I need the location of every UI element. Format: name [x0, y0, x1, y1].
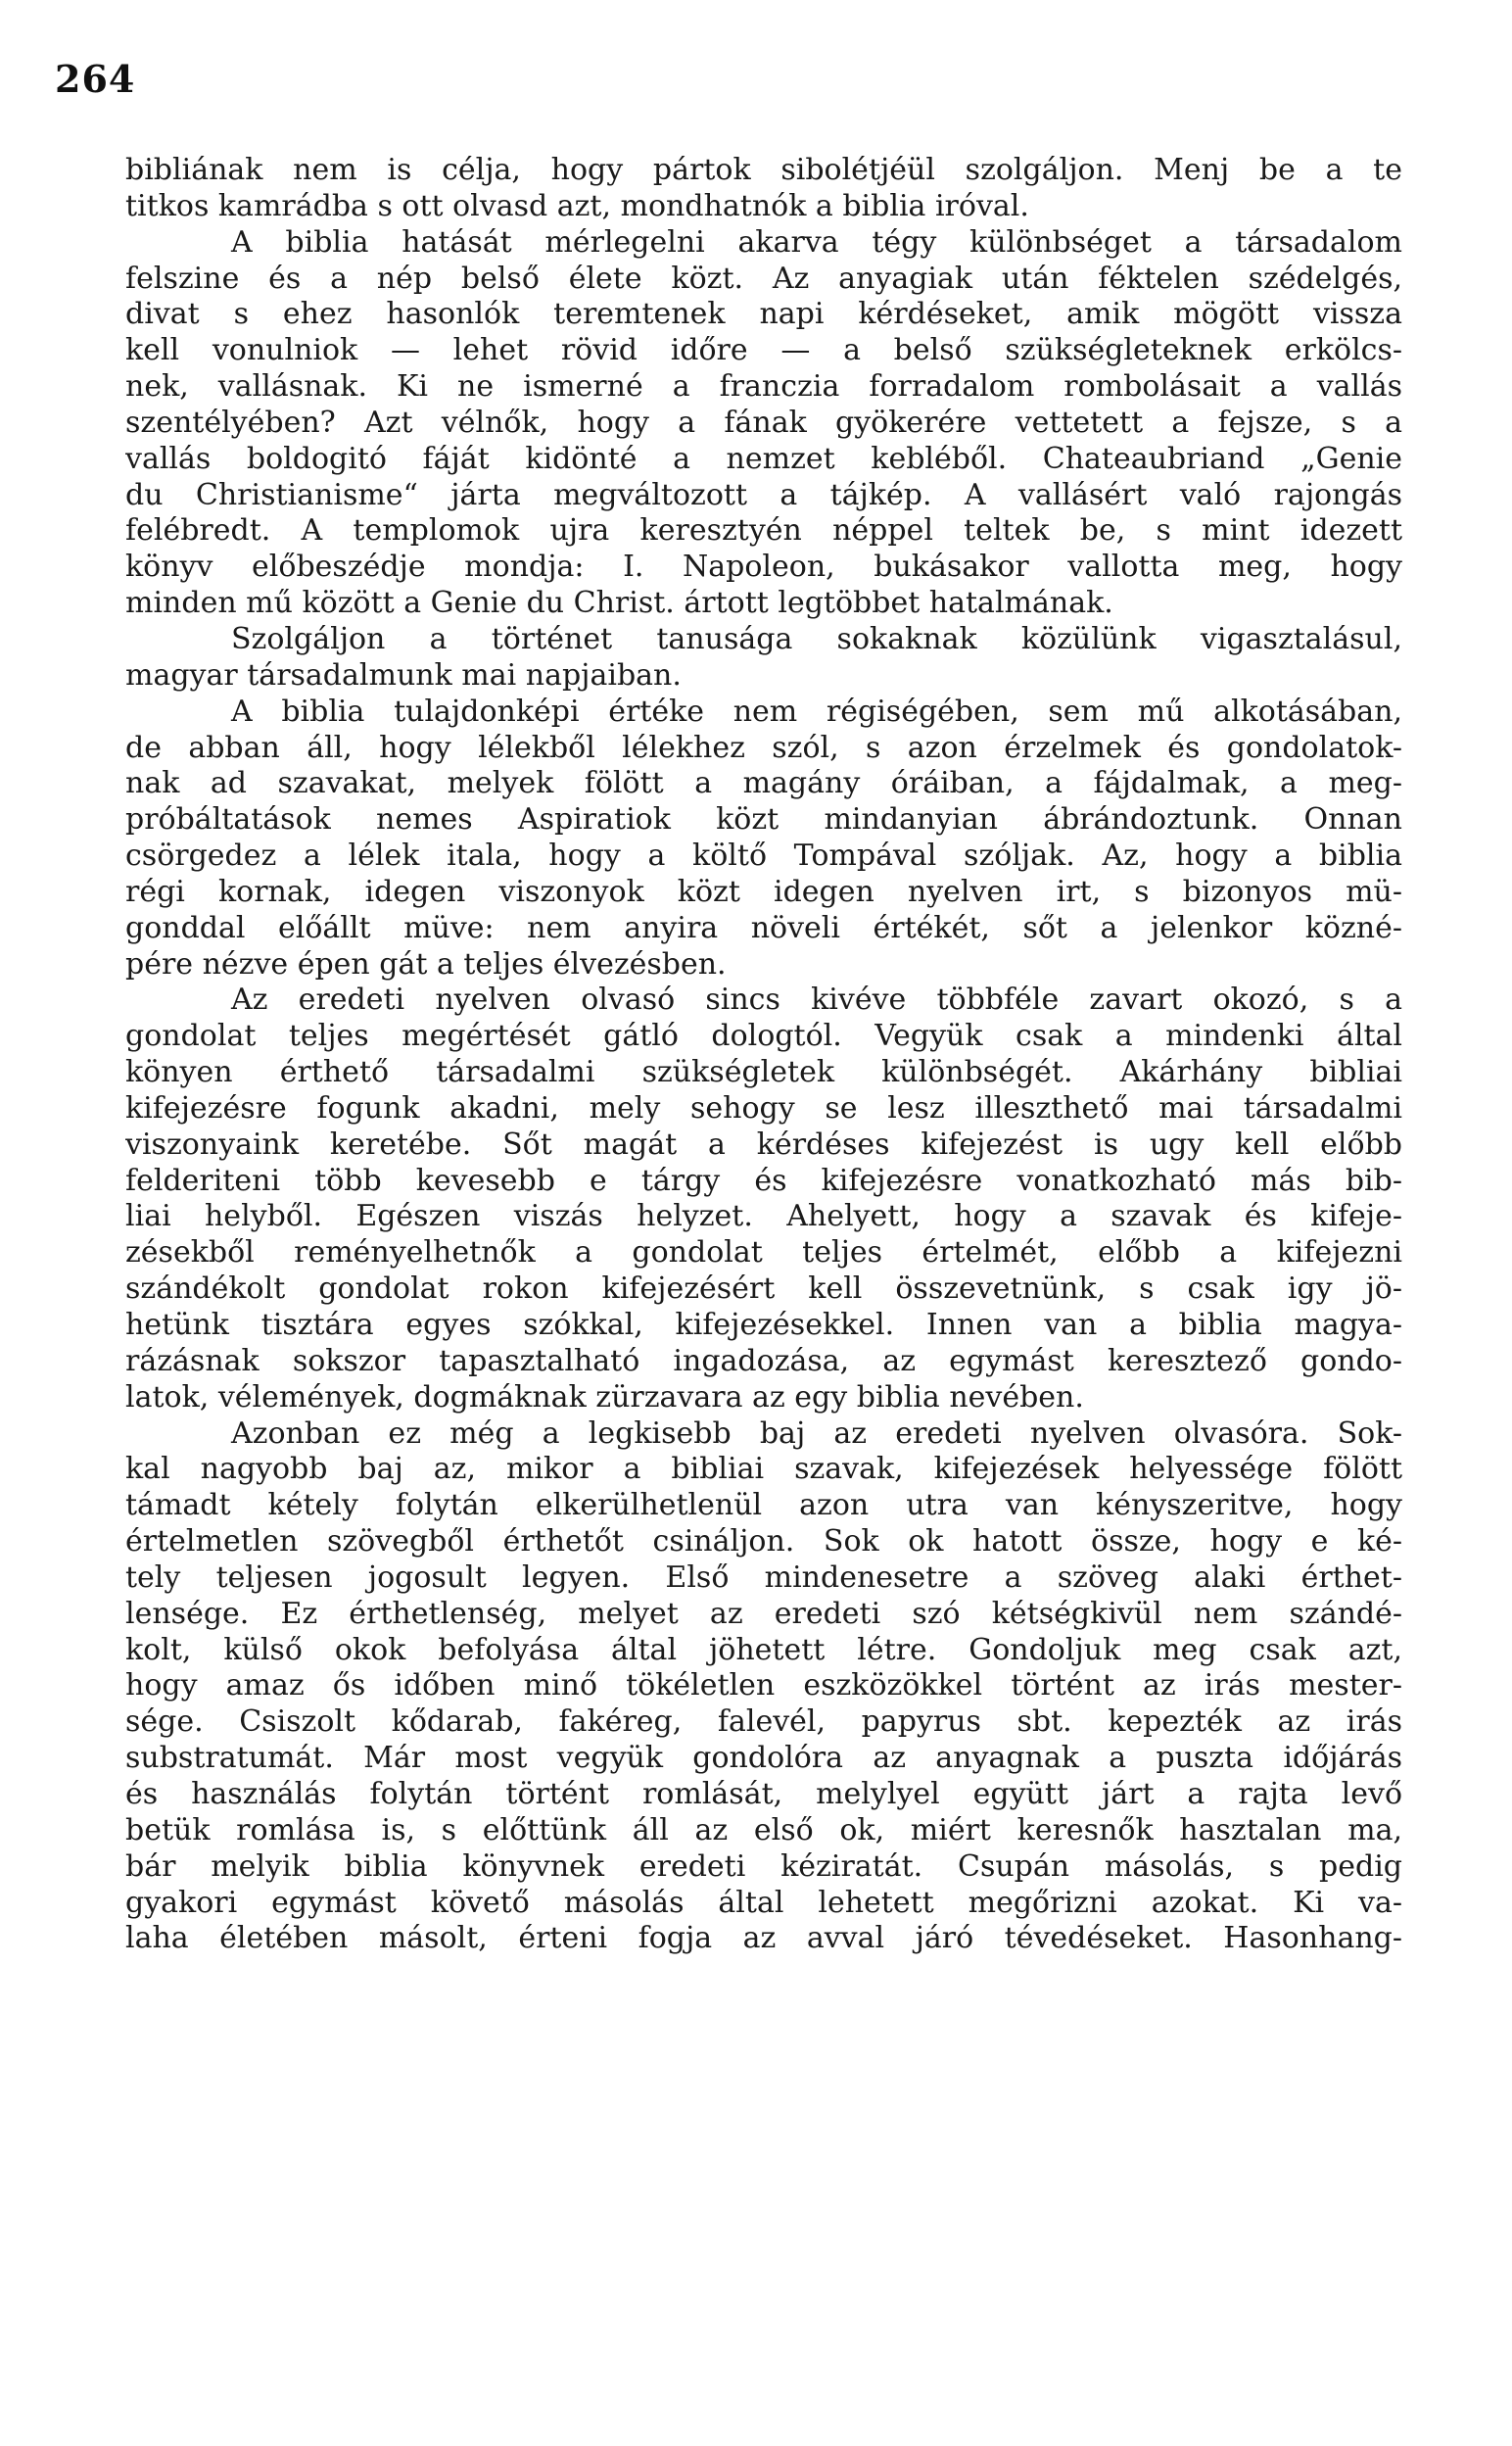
text-line: lensége. Ez érthetlenség, melyet az eredeti szó kétségkivül nem szándé-	[125, 1596, 1402, 1631]
page-number: 264	[55, 57, 136, 101]
text-line: magyar társadalmunk mai napjaiban.	[125, 657, 682, 693]
text-line: de abban áll, hogy lélekből lélekhez szól, s azon érzelmek és gondolatok-	[125, 730, 1402, 765]
text-line: kell vonulniok — lehet rövid időre — a belső szükségleteknek erkölcs-	[125, 333, 1402, 368]
text-line: próbáltatások nemes Aspiratiok közt mindanyian ábrándoztunk. Onnan	[125, 802, 1402, 838]
text-line: latok, vélemények, dogmáknak zürzavara az egy biblia nevében.	[125, 1379, 1084, 1415]
text-line: Szolgáljon a történet tanusága sokaknak közülünk vigasztalásul,	[231, 621, 1402, 656]
text-line: kolt, külső okok befolyása által jöhetett létre. Gondoljuk meg csak azt,	[125, 1632, 1402, 1667]
text-line: minden mű között a Genie du Christ. ártott legtöbbet hatalmának.	[125, 586, 1113, 621]
text-line: bár melyik biblia könyvnek eredeti kéziratát. Csupán másolás, s pedig	[125, 1848, 1402, 1884]
text-line: vallás boldogitó fáját kidönté a nemzet kebléből. Chateaubriand „Genie	[125, 441, 1402, 476]
text-line: könyen érthető társadalmi szükségletek különbségét. Akárhány bibliai	[125, 1055, 1402, 1090]
text-line: viszonyaink keretébe. Sőt magát a kérdéses kifejezést is ugy kell előbb	[125, 1127, 1402, 1162]
text-line: divat s ehez hasonlók teremtenek napi kérdéseket, amik mögött vissza	[125, 297, 1402, 332]
text-line: liai helyből. Egészen viszás helyzet. Ahelyett, hogy a szavak és kifeje-	[125, 1199, 1402, 1234]
text-line: A biblia tulajdonképi értéke nem régiségében, sem mű alkotásában,	[231, 694, 1402, 729]
text-line: értelmetlen szövegből érthetőt csináljon. Sok ok hatott össze, hogy e ké-	[125, 1524, 1402, 1559]
text-line: bibliának nem is célja, hogy pártok sibolétjéül szolgáljon. Menj be a te	[125, 153, 1402, 187]
text-line: tely teljesen jogosult legyen. Első mindenesetre a szöveg alaki érthet-	[125, 1559, 1402, 1595]
text-line: nek, vallásnak. Ki ne ismerné a franczia forradalom rombolásait a vallás	[125, 369, 1402, 405]
text-line: gondolat teljes megértését gátló dologtól. Vegyük csak a mindenki által	[125, 1019, 1402, 1054]
text-line: kal nagyobb baj az, mikor a bibliai szavak, kifejezések helyessége fölött	[125, 1452, 1402, 1487]
text-line: hetünk tisztára egyes szókkal, kifejezésekkel. Innen van a biblia magya-	[125, 1308, 1402, 1342]
text-line: zésekből reményelhetnők a gondolat teljes értelmét, előbb a kifejezni	[125, 1235, 1402, 1271]
text-line: és használás folytán történt romlását, melylyel együtt járt a rajta levő	[125, 1776, 1402, 1811]
text-line: A biblia hatását mérlegelni akarva tégy különbséget a társadalom	[231, 224, 1402, 260]
text-line: felszine és a nép belső élete közt. Az anyagiak után féktelen szédelgés,	[125, 261, 1402, 296]
text-line: sége. Csiszolt kődarab, fakéreg, falevél, papyrus sbt. kepezték az irás	[125, 1704, 1402, 1740]
text-line: felderiteni több kevesebb e tárgy és kifejezésre vonatkozható más bib-	[125, 1163, 1402, 1198]
text-line: rázásnak sokszor tapasztalható ingadozása, az egymást keresztező gondo-	[125, 1343, 1402, 1378]
text-line: laha életében másolt, érteni fogja az avval járó tévedéseket. Hasonhang-	[125, 1921, 1402, 1956]
text-line: titkos kamrádba s ott olvasd azt, mondhatnók a biblia iróval.	[125, 188, 1029, 223]
body-text	[125, 153, 1402, 1957]
text-line: gonddal előállt müve: nem anyira növeli értékét, sőt a jelenkor közné-	[125, 910, 1402, 945]
text-line: substratumát. Már most vegyük gondolóra az anyagnak a puszta időjárás	[125, 1741, 1402, 1776]
text-line: hogy amaz ős időben minő tökéletlen eszközökkel történt az irás mester-	[125, 1668, 1402, 1703]
text-line: felébredt. A templomok ujra keresztyén néppel teltek be, s mint idezett	[125, 513, 1402, 549]
text-line: régi kornak, idegen viszonyok közt idegen nyelven irt, s bizonyos mü-	[125, 874, 1402, 909]
text-line: nak ad szavakat, melyek fölött a magány óráiban, a fájdalmak, a meg-	[125, 766, 1402, 801]
text-line: pére nézve épen gát a teljes élvezésben.	[125, 946, 727, 982]
text-line: du Christianisme“ járta megváltozott a tájkép. A vallásért való rajongás	[125, 477, 1402, 512]
text-line: könyv előbeszédje mondja: I. Napoleon, bukásakor vallotta meg, hogy	[125, 550, 1402, 585]
text-line: Az eredeti nyelven olvasó sincs kivéve többféle zavart okozó, s a	[231, 983, 1402, 1018]
text-line: támadt kétely folytán elkerülhetlenül azon utra van kényszeritve, hogy	[125, 1488, 1402, 1523]
text-line: kifejezésre fogunk akadni, mely sehogy se lesz illeszthető mai társadalmi	[125, 1090, 1402, 1126]
text-line: betük romlása is, s előttünk áll az első ok, miért keresnők hasztalan ma,	[125, 1812, 1402, 1847]
text-line: Azonban ez még a legkisebb baj az eredeti nyelven olvasóra. Sok-	[231, 1415, 1402, 1451]
text-line: gyakori egymást követő másolás által lehetett megőrizni azokat. Ki va-	[125, 1885, 1402, 1920]
text-line: szentélyében? Azt vélnők, hogy a fának gyökerére vettetett a fejsze, s a	[125, 405, 1402, 440]
text-line: szándékolt gondolat rokon kifejezésért kell összevetnünk, s csak igy jö-	[125, 1271, 1402, 1307]
text-line: csörgedez a lélek itala, hogy a költő Tompával szóljak. Az, hogy a biblia	[125, 839, 1402, 874]
